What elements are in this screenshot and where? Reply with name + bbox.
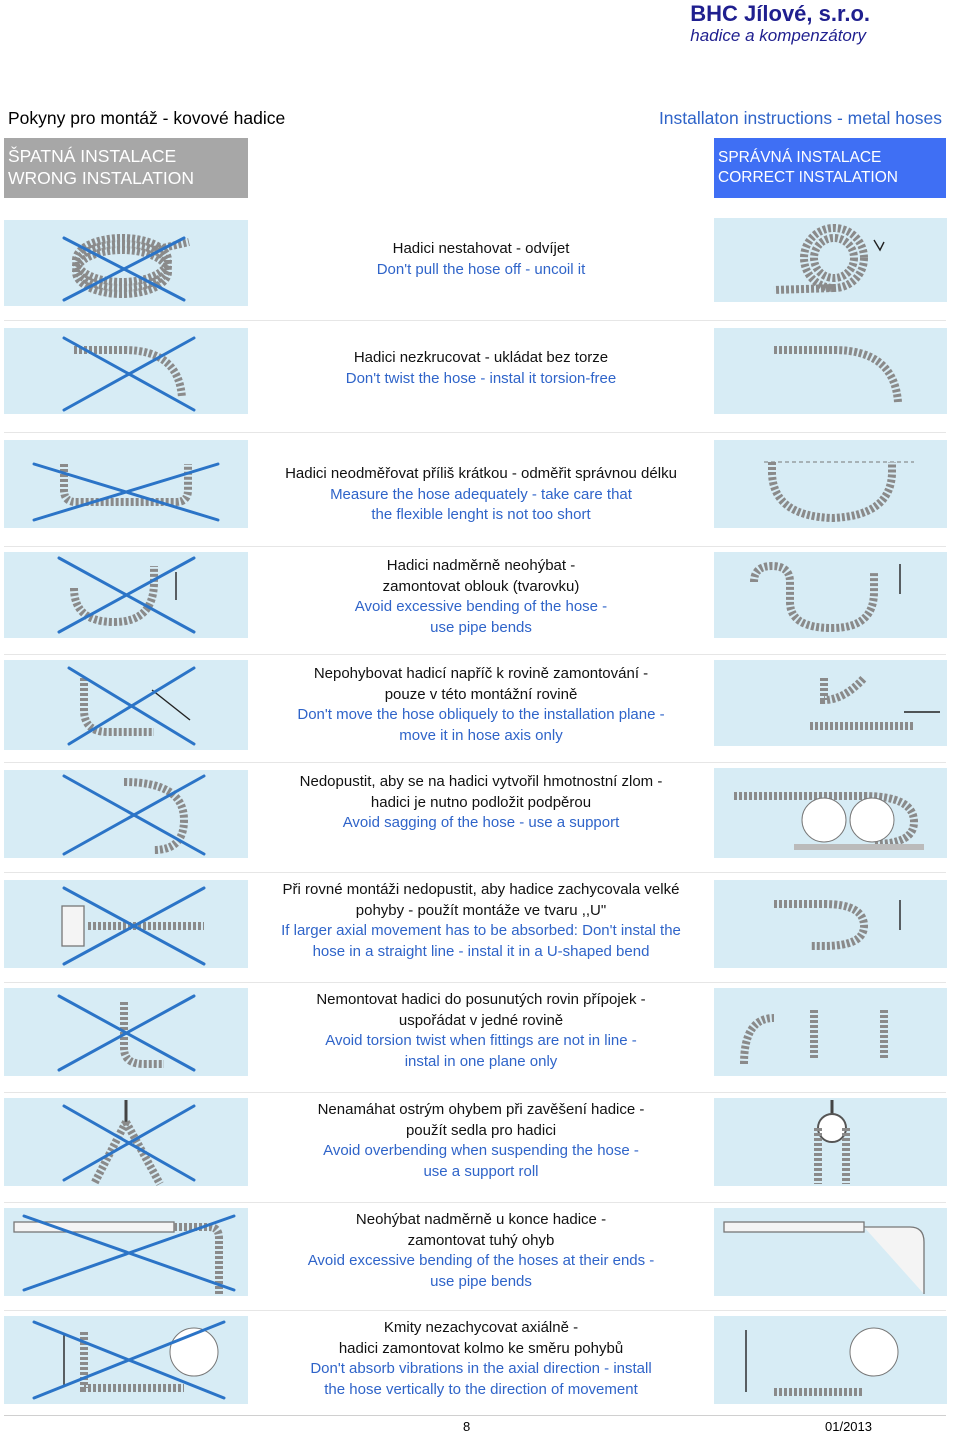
instruction-row: [0, 872, 960, 978]
instruction-cz: Hadici neodměřovat příliš krátkou - odměřit správnou délku: [285, 465, 677, 482]
instruction-en: move it in hose axis only: [399, 726, 563, 744]
instruction-cz: Hadici nezkrucovat - ukládat bez torze: [353, 349, 609, 366]
instruction-cz: zamontovat tuhý ohyb: [407, 1231, 555, 1249]
instruction-cz: Nemontovat hadici do posunutých rovin přípojek -: [316, 991, 646, 1008]
wrong-illustration: [4, 1098, 248, 1186]
correct-illustration: [714, 1098, 947, 1186]
overbent-end-hose-icon: [4, 1208, 248, 1296]
correct-illustration: [714, 440, 947, 528]
wrong-installation-header: [4, 138, 248, 198]
brand-block: [690, 2, 870, 46]
correct-illustration: [714, 768, 947, 858]
correct-illustration: [714, 880, 947, 968]
instruction-cz: hadici je nutno podložit podpěrou: [370, 793, 592, 811]
instruction-text: [250, 880, 712, 962]
footer-divider: [4, 1415, 946, 1416]
correct-illustration: [714, 1316, 947, 1404]
instruction-en: Don't pull the hose off - uncoil it: [376, 260, 586, 278]
page-title-en: Installaton instructions - metal hoses: [658, 108, 942, 128]
instruction-cz: Nepohybovat hadicí napříč k rovině zamontování -: [313, 665, 649, 682]
correct-header-cz: SPRÁVNÁ INSTALACE: [718, 149, 882, 166]
rigid-end-bend-hose-icon: [714, 1208, 947, 1296]
instruction-cz: použít sedla pro hadici: [405, 1121, 557, 1139]
instruction-cz: Hadici nadměrně neohýbat -: [386, 557, 576, 574]
instruction-cz: Nedopustit, aby se na hadici vytvořil hmotnostní zlom -: [299, 773, 663, 790]
instruction-row: [0, 762, 960, 868]
instruction-cz: Hadici nestahovat - odvíjet: [392, 240, 570, 257]
instruction-text: [250, 556, 712, 638]
instruction-cz: Neohýbat nadměrně u konce hadice -: [355, 1211, 607, 1228]
row-divider: [4, 762, 946, 763]
instruction-cz: pouze v této montážní rovině: [384, 685, 578, 703]
instruction-row: [0, 982, 960, 1088]
instruction-en: instal in one plane only: [404, 1052, 558, 1070]
correct-illustration: [714, 552, 947, 638]
instruction-cz: Nenamáhat ostrým ohybem při zavěšení hadice -: [317, 1101, 645, 1118]
in-line-hose-icon: [714, 988, 947, 1076]
row-divider: [4, 546, 946, 547]
instruction-row: [0, 1310, 960, 1414]
correct-installation-header: [714, 138, 946, 198]
document-date: 01/2013: [825, 1419, 872, 1434]
instruction-en: hose in a straight line - instal it in a U-shaped bend: [312, 942, 650, 960]
instruction-en: use pipe bends: [430, 1272, 532, 1290]
instruction-text: [250, 1100, 712, 1182]
wrong-illustration: [4, 1208, 248, 1296]
row-divider: [4, 320, 946, 321]
instruction-text: [250, 1210, 712, 1292]
instruction-cz: hadici zamontovat kolmo ke směru pohybů: [338, 1339, 624, 1357]
instruction-cz: pohyby - použít montáže ve tvaru ,,U": [355, 901, 607, 919]
instruction-row: [0, 654, 960, 758]
company-name: BHC Jílové, s.r.o.: [690, 1, 870, 26]
wrong-header-cz: ŠPATNÁ INSTALACE: [8, 146, 177, 166]
instruction-text: [250, 1318, 712, 1400]
instruction-en: Don't twist the hose - instal it torsion-free: [345, 369, 617, 387]
wrong-header-en: WRONG INSTALATION: [8, 168, 195, 188]
correct-illustration: [714, 328, 947, 414]
wrong-illustration: [4, 1316, 248, 1404]
axial-vibration-hose-icon: [4, 1316, 248, 1404]
row-divider: [4, 872, 946, 873]
coiled-hose-pulled-icon: [4, 220, 248, 306]
instruction-text: [250, 664, 712, 746]
correct-illustration: [714, 660, 947, 746]
correct-illustration: [714, 1208, 947, 1296]
short-hose-icon: [4, 440, 248, 528]
overbent-hose-icon: [4, 552, 248, 638]
instruction-row: [0, 546, 960, 646]
instruction-en: use pipe bends: [430, 618, 532, 636]
instruction-cz: uspořádat v jedné rovině: [398, 1011, 564, 1029]
axial-movement-hose-icon: [714, 660, 947, 746]
instruction-text: [250, 348, 712, 389]
offset-planes-hose-icon: [4, 988, 248, 1076]
vertical-vibration-hose-icon: [714, 1316, 947, 1404]
instruction-row: [0, 320, 960, 420]
wrong-illustration: [4, 988, 248, 1076]
row-divider: [4, 982, 946, 983]
instruction-en: Avoid overbending when suspending the hose -: [323, 1142, 639, 1159]
instruction-row: [0, 212, 960, 312]
instruction-en: Avoid torsion twist when fittings are not in line -: [325, 1032, 637, 1049]
instruction-en: If larger axial movement has to be absorbed: Don't instal the: [281, 922, 681, 939]
pipe-bend-hose-icon: [714, 552, 947, 638]
instruction-row: [0, 1202, 960, 1308]
overbent-suspended-hose-icon: [4, 1098, 248, 1186]
support-roll-hose-icon: [714, 1098, 947, 1186]
wrong-illustration: [4, 220, 248, 306]
wrong-illustration: [4, 880, 248, 968]
instruction-en: Don't move the hose obliquely to the installation plane -: [297, 706, 665, 723]
wrong-illustration: [4, 770, 248, 858]
row-divider: [4, 1202, 946, 1203]
correct-illustration: [714, 988, 947, 1076]
wrong-illustration: [4, 552, 248, 638]
instruction-cz: zamontovat oblouk (tvarovku): [382, 577, 580, 595]
wrong-illustration: [4, 328, 248, 414]
instruction-text: [250, 772, 712, 834]
instruction-row: [0, 1092, 960, 1198]
instruction-text: [250, 239, 712, 280]
correct-header-en: CORRECT INSTALATION: [718, 169, 898, 186]
row-divider: [4, 1310, 946, 1311]
page-number: 8: [463, 1419, 471, 1434]
u-bend-hose-icon: [714, 880, 947, 968]
row-divider: [4, 432, 946, 433]
torsion-free-hose-icon: [714, 328, 947, 414]
correct-illustration: [714, 218, 947, 302]
supported-hose-icon: [714, 768, 947, 858]
instruction-en: Avoid excessive bending of the hose -: [354, 598, 608, 615]
instruction-en: Avoid sagging of the hose - use a support: [342, 814, 620, 831]
straight-hose-axial-icon: [4, 880, 248, 968]
correct-length-hose-icon: [714, 440, 947, 528]
sagging-hose-icon: [4, 770, 248, 858]
row-divider: [4, 1092, 946, 1093]
uncoiled-hose-icon: [714, 218, 947, 302]
instruction-en: the flexible lenght is not too short: [371, 506, 591, 523]
instruction-cz: Při rovné montáži nedopustit, aby hadice zachycovala velké: [282, 881, 680, 898]
page-title-cz: Pokyny pro montáž - kovové hadice: [8, 108, 286, 128]
wrong-illustration: [4, 660, 248, 750]
row-divider: [4, 654, 946, 655]
company-tagline: hadice a kompenzátory: [690, 26, 867, 45]
instruction-en: use a support roll: [423, 1162, 539, 1180]
instruction-en: Don't absorb vibrations in the axial direction - install: [310, 1360, 652, 1377]
instruction-text: [250, 464, 712, 526]
twisted-hose-icon: [4, 328, 248, 414]
instruction-en: Avoid excessive bending of the hoses at their ends -: [307, 1252, 655, 1269]
instruction-en: the hose vertically to the direction of movement: [324, 1380, 638, 1398]
instruction-text: [250, 990, 712, 1072]
instruction-en: Measure the hose adequately - take care that: [330, 485, 632, 503]
oblique-movement-hose-icon: [4, 660, 248, 750]
instruction-row: [0, 432, 960, 542]
wrong-illustration: [4, 440, 248, 528]
instruction-cz: Kmity nezachycovat axiálně -: [383, 1319, 579, 1336]
